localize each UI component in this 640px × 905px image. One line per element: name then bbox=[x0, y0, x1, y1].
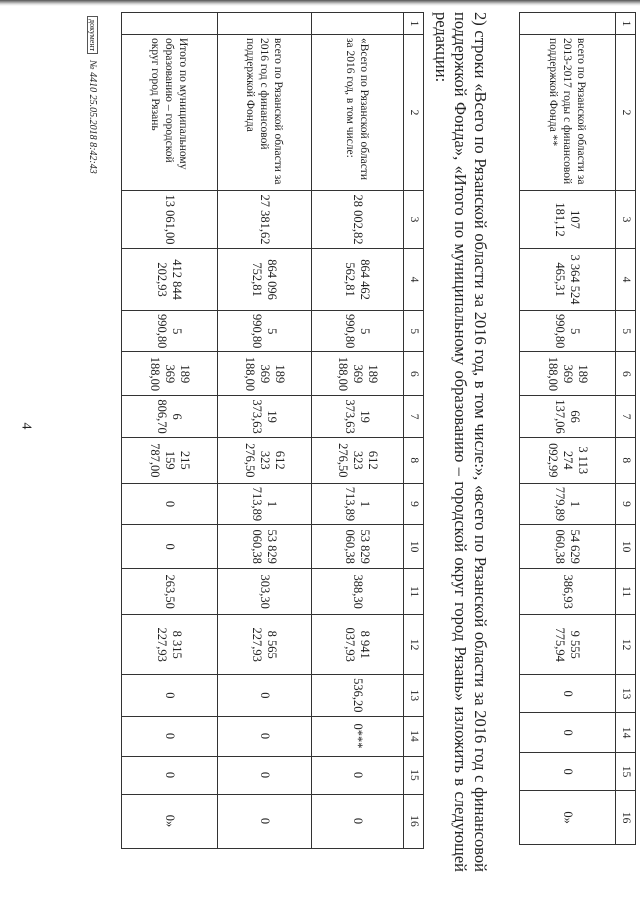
table-cell: 0 bbox=[122, 756, 218, 794]
registration-number: № 4410 25.05.2018 8:42:43 bbox=[87, 60, 98, 174]
table-cell bbox=[122, 13, 218, 35]
table-cell: 0 bbox=[218, 675, 312, 716]
table-cell: 3 113 274 092,99 bbox=[520, 437, 616, 483]
column-header-4: 4 bbox=[616, 249, 636, 311]
header-row bbox=[404, 13, 424, 849]
row-label: всего по Рязанской области за 2016 год с финансовой поддержкой Фонда bbox=[218, 35, 312, 191]
table-cell: 0 bbox=[312, 756, 404, 794]
table-cell: 107 181,12 bbox=[520, 191, 616, 249]
table-cell: 5 990,80 bbox=[520, 311, 616, 352]
table-cell: 0 bbox=[218, 794, 312, 848]
table-cell: 189 369 188,00 bbox=[122, 352, 218, 396]
table-row bbox=[218, 13, 312, 849]
rotated-page-content bbox=[76, 12, 636, 872]
column-header-5: 5 bbox=[616, 311, 636, 352]
column-header-2: 2 bbox=[404, 35, 424, 191]
column-header-16: 16 bbox=[616, 791, 636, 845]
table-cell: 536,20 bbox=[312, 675, 404, 716]
table-cell: 864 096 752,81 bbox=[218, 249, 312, 311]
column-header-15: 15 bbox=[616, 753, 636, 791]
table-cell: 1 713,89 bbox=[312, 483, 404, 524]
table-cell: 8 941 037,93 bbox=[312, 615, 404, 675]
table-cell: 19 373,63 bbox=[312, 396, 404, 437]
table-cell: 54 629 060,38 bbox=[520, 525, 616, 569]
table-cell: 0 bbox=[122, 483, 218, 524]
column-header-10: 10 bbox=[616, 525, 636, 569]
table-cell: 8 565 227,93 bbox=[218, 615, 312, 675]
table-cell: 0 bbox=[218, 756, 312, 794]
table-cell: 1 779,89 bbox=[520, 483, 616, 524]
table-cell: 0*** bbox=[312, 716, 404, 756]
column-header-7: 7 bbox=[404, 396, 424, 437]
table-cell: 412 844 202,93 bbox=[122, 249, 218, 311]
table-cell: 612 323 276,50 bbox=[312, 437, 404, 483]
table-cell: 386,93 bbox=[520, 569, 616, 615]
table-cell: 0» bbox=[520, 791, 616, 845]
table-row bbox=[312, 13, 404, 849]
column-header-8: 8 bbox=[616, 437, 636, 483]
registry-logo: документ bbox=[87, 16, 98, 54]
column-header-12: 12 bbox=[404, 615, 424, 675]
table-cell: 864 462 562,81 bbox=[312, 249, 404, 311]
table-cell: 215 159 787,00 bbox=[122, 437, 218, 483]
header-row bbox=[616, 13, 636, 845]
table-cell: 27 381,62 bbox=[218, 191, 312, 249]
table-row bbox=[520, 13, 616, 845]
table-cell: 0» bbox=[122, 794, 218, 848]
table-cell: 189 369 188,00 bbox=[312, 352, 404, 396]
table-cell: 189 369 188,00 bbox=[520, 352, 616, 396]
table-cell bbox=[218, 13, 312, 35]
table-cell: 28 002,82 bbox=[312, 191, 404, 249]
table-cell: 0 bbox=[520, 675, 616, 713]
table-cell: 13 061,00 bbox=[122, 191, 218, 249]
column-header-7: 7 bbox=[616, 396, 636, 437]
column-header-9: 9 bbox=[404, 483, 424, 524]
column-header-14: 14 bbox=[404, 716, 424, 756]
row-label: всего по Рязанской области за 2013-2017 годы с финансовой поддержкой Фонда ** bbox=[520, 35, 616, 191]
column-header-14: 14 bbox=[616, 713, 636, 753]
page-number: 4 bbox=[18, 422, 34, 430]
table-cell: 6 806,70 bbox=[122, 396, 218, 437]
table-cell: 8 315 227,93 bbox=[122, 615, 218, 675]
table-cell: 303,30 bbox=[218, 569, 312, 615]
table-cell: 0 bbox=[122, 675, 218, 716]
column-header-6: 6 bbox=[404, 352, 424, 396]
table-cell: 5 990,80 bbox=[122, 311, 218, 352]
table-cell: 0 bbox=[520, 753, 616, 791]
column-header-10: 10 bbox=[404, 525, 424, 569]
row-label: «Всего по Рязанской области за 2016 год, в том числе: bbox=[312, 35, 404, 191]
table-cell: 0 bbox=[520, 713, 616, 753]
table-cell: 0 bbox=[122, 525, 218, 569]
table-cell: 263,50 bbox=[122, 569, 218, 615]
amendment-paragraph: 2) строки «Всего по Рязанской области за 2016 год, в том числе:», «всего по Рязанской области за 2016 год с финансовой поддержкой Фонда», «Итого по муниципальному образованию – городской округ город Рязань» изложить в следующей редакции: bbox=[432, 12, 490, 872]
table-cell bbox=[520, 13, 616, 35]
column-header-3: 3 bbox=[404, 191, 424, 249]
table-cell: 66 137,06 bbox=[520, 396, 616, 437]
column-header-11: 11 bbox=[616, 569, 636, 615]
column-header-12: 12 bbox=[616, 615, 636, 675]
table-cell: 0 bbox=[122, 716, 218, 756]
column-header-4: 4 bbox=[404, 249, 424, 311]
table-row bbox=[122, 13, 218, 849]
column-header-15: 15 bbox=[404, 756, 424, 794]
column-header-1: 1 bbox=[404, 13, 424, 35]
column-header-13: 13 bbox=[616, 675, 636, 713]
row-label: Итого по муниципальному образованию – городской округ город Рязань bbox=[122, 35, 218, 191]
table-cell: 53 829 060,38 bbox=[312, 525, 404, 569]
table-cell: 1 713,89 bbox=[218, 483, 312, 524]
table-cell: 0 bbox=[218, 716, 312, 756]
column-header-11: 11 bbox=[404, 569, 424, 615]
column-header-2: 2 bbox=[616, 35, 636, 191]
column-header-8: 8 bbox=[404, 437, 424, 483]
table-fund-totals-2013-2017 bbox=[519, 12, 636, 845]
table-cell: 5 990,80 bbox=[218, 311, 312, 352]
table-cell: 612 323 276,50 bbox=[218, 437, 312, 483]
scan-edge bbox=[0, 0, 640, 6]
table-cell bbox=[312, 13, 404, 35]
column-header-3: 3 bbox=[616, 191, 636, 249]
column-header-6: 6 bbox=[616, 352, 636, 396]
column-header-5: 5 bbox=[404, 311, 424, 352]
table-2016-totals bbox=[121, 12, 424, 849]
column-header-9: 9 bbox=[616, 483, 636, 524]
column-header-1: 1 bbox=[616, 13, 636, 35]
column-header-13: 13 bbox=[404, 675, 424, 716]
table-cell: 9 555 775,94 bbox=[520, 615, 616, 675]
table-cell: 3 364 524 465,31 bbox=[520, 249, 616, 311]
column-header-16: 16 bbox=[404, 794, 424, 848]
table-cell: 189 369 188,00 bbox=[218, 352, 312, 396]
table-cell: 388,30 bbox=[312, 569, 404, 615]
table-cell: 19 373,63 bbox=[218, 396, 312, 437]
table-cell: 0 bbox=[312, 794, 404, 848]
registration-stamp bbox=[87, 16, 98, 174]
table-cell: 53 829 060,38 bbox=[218, 525, 312, 569]
table-cell: 5 990,80 bbox=[312, 311, 404, 352]
